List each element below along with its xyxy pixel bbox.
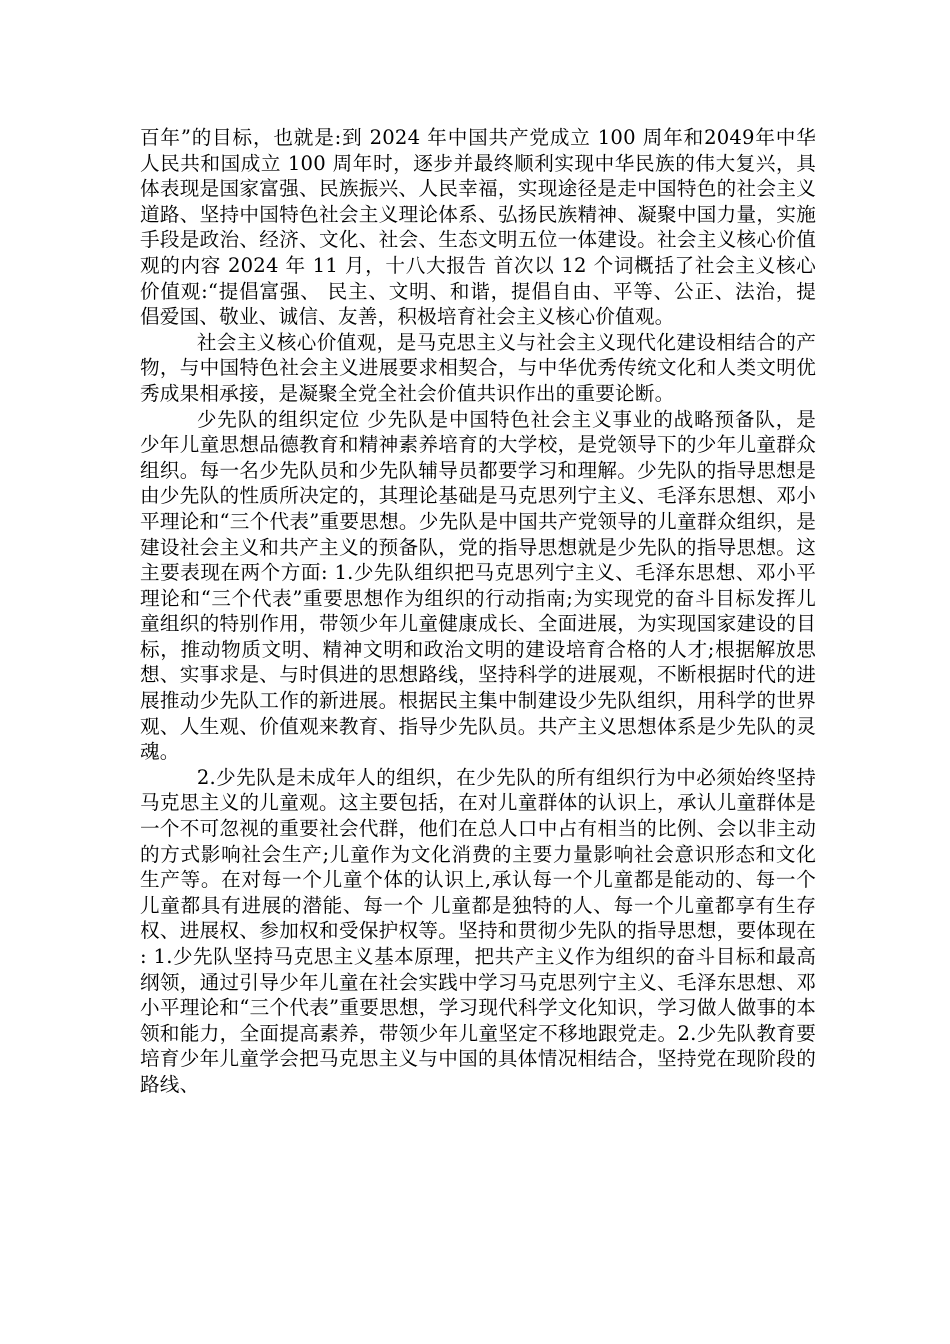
paragraph-4: 2.少先队是未成年人的组织，在少先队的所有组织行为中必须始终坚持马克思主义的儿童观。这主要包括，在对儿童群体的认识上，承认儿童群体是一个不可忽视的重要社会代群，他们在总人口中占有相当的比例、会以非主动的方式影响社会生产;儿童作为文化消费的主要力量影响社会意识形态和文化生产等。在对每一个儿童个体的认识上,承认每一个儿童都是能动的、每一个儿童都具有进展的潜能、每一个 儿童都是独特的人、每一个儿童都享有生存权、进展权、参加权和受保护权等。坚持和贯彻少先队的指导思想，要体现在: 1.少先队坚持马克思主义基本原理，把共产主义作为组织的奋斗目标和最高纲领，通过引导少年儿童在社会实践中学习马克思列宁主义、毛泽东思想、邓小平理论和“三个代表”重要思想，学习现代科学文化知识，学习做人做事的本领和能力，全面提高素养，带领少年儿童坚定不移地跟党走。2.少先队教育要培育少年儿童学会把马克思主义与中国的具体情况相结合，坚持党在现阶段的路线、 xyxy=(140,765,816,1096)
paragraph-2: 社会主义核心价值观，是马克思主义与社会主义现代化建设相结合的产物，与中国特色社会主义进展要求相契合，与中华优秀传统文化和人类文明优秀成果相承接，是凝聚全党全社会价值共识作出的重要论断。 xyxy=(140,330,816,405)
paragraph-1: 百年”的目标，也就是:到 2024 年中国共产党成立 100 周年和2049年中华人民共和国成立 100 周年时，逐步并最终顺利实现中华民族的伟大复兴，具体表现是国家富强、民族振兴、人民幸福，实现途径是走中国特色的社会主义道路、坚持中国特色社会主义理论体系、弘扬民族精神、凝聚中国力量，实施手段是政治、经济、文化、社会、生态文明五位一体建设。社会主义核心价值观的内容 2024 年 11 月，十八大报告 首次以 12 个词概括了社会主义核心价值观:“提倡富强、 民主、文明、和谐，提倡自由、平等、公正、法治，提倡爱国、敬业、诚信、友善，积极培育社会主义核心价值观。 xyxy=(140,126,816,329)
paragraph-3: 少先队的组织定位 少先队是中国特色社会主义事业的战略预备队，是少年儿童思想品德教育和精神素养培育的大学校，是党领导下的少年儿童群众组织。每一名少先队员和少先队辅导员都要学习和理解。少先队的指导思想是由少先队的性质所决定的，其理论基础是马克思列宁主义、毛泽东思想、邓小平理论和“三个代表”重要思想。少先队是中国共产党领导的儿童群众组织，是建设社会主义和共产主义的预备队，党的指导思想就是少先队的指导思想。这主要表现在两个方面: 1.少先队组织把马克思列宁主义、毛泽东思想、邓小平理论和“三个代表”重要思想作为组织的行动指南;为实现党的奋斗目标发挥儿童组织的特别作用，带领少年儿童健康成长、全面进展，为实现国家建设的目标，推动物质文明、精神文明和政治文明的建设培育合格的人才;根据解放思想、实事求是、与时俱进的思想路线，坚持科学的进展观，不断根据时代的进展推动少先队工作的新进展。根据民主集中制建设少先队组织，用科学的世界观、人生观、价值观来教育、指导少先队员。共产主义思想体系是少先队的灵魂。 xyxy=(140,407,816,764)
document-body xyxy=(140,125,816,1098)
